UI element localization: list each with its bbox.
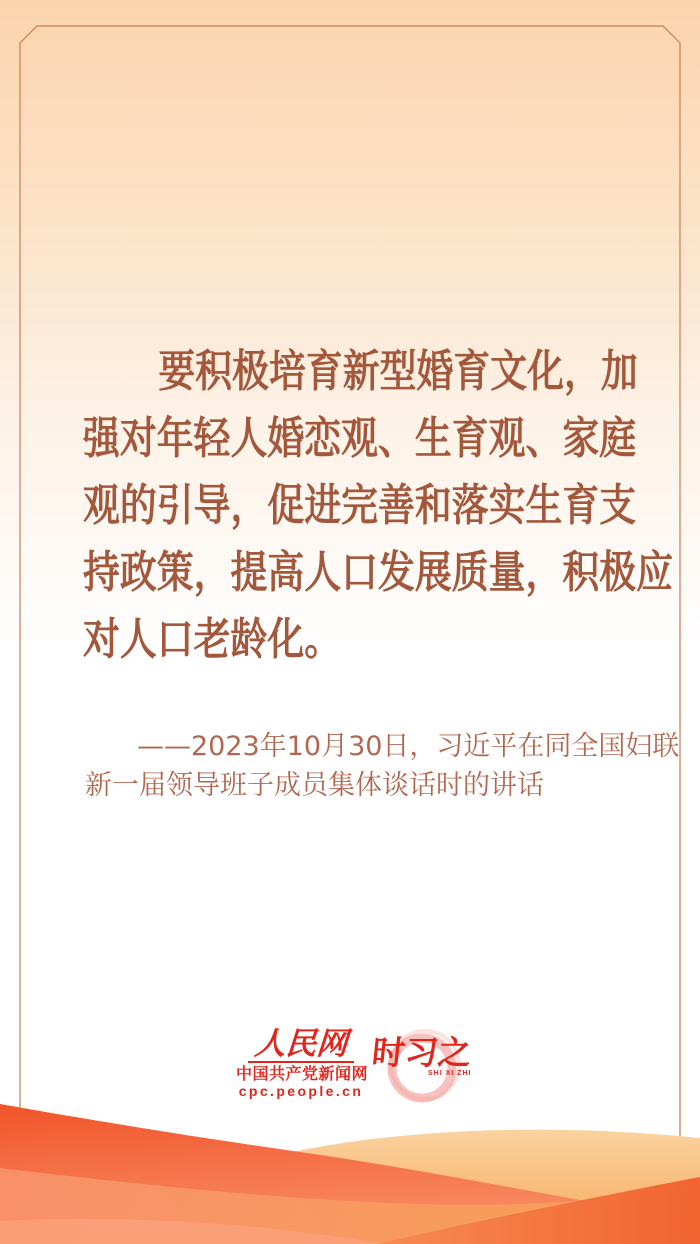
quote-line: 持政策，提高人口发展质量，积极应 (83, 547, 673, 598)
quote-line: 要积极培育新型婚育文化，加 (158, 346, 638, 397)
quote-line: 强对年轻人婚恋观、生育观、家庭 (83, 413, 637, 464)
attribution (85, 727, 680, 805)
quote-line: 观的引导，促进完善和落实生育支 (83, 480, 637, 531)
cpc-url-label: cpc.people.cn (238, 1083, 364, 1099)
bottom-waves (0, 1094, 700, 1244)
attribution-line: 新一届领导班子成员集体谈话时的讲话 (85, 770, 544, 801)
quote-text (83, 338, 673, 673)
people-net-logo-block (236, 1026, 369, 1099)
shixizhi-logo-block (372, 1028, 476, 1104)
attribution-line: ——2023年10月30日，习近平在同全国妇联 (137, 731, 680, 762)
cpc-news-label: 中国共产党新闻网 (236, 1066, 369, 1083)
shixizhi-logo: 时习之 (370, 1033, 474, 1072)
quote-line: 对人口老龄化。 (83, 614, 342, 665)
shixizhi-caption: SHI XI ZHI (428, 1070, 472, 1077)
people-net-logo: 人民网 (253, 1026, 349, 1062)
